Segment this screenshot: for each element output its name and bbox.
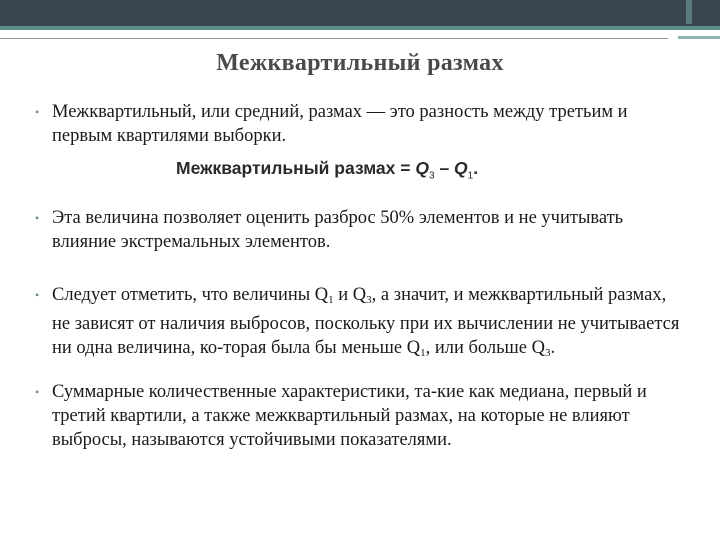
formula-q1-sub: 1	[467, 170, 474, 182]
bullet-text-part: .	[550, 338, 556, 358]
formula-minus: –	[439, 158, 450, 178]
accent-stripe	[0, 26, 720, 30]
top-bar-accent	[686, 0, 692, 24]
formula-q3-sub: 3	[429, 170, 435, 182]
bullet-text-part: Следует отметить, что величины Q	[52, 285, 329, 305]
subscript: 3	[366, 294, 372, 306]
formula-q3: Q	[415, 158, 429, 178]
formula	[176, 158, 556, 182]
formula-label: Межквартильный размах	[176, 158, 396, 178]
bullet-text-part: , или больше Q	[425, 338, 545, 358]
formula-q1: Q	[454, 158, 468, 178]
bullet-text-part: , а значит, и межквартильный размах, не зависят от наличия выбросов, поскольку при их вычислении не учитывается ни одна величина, ко-торая была бы меньше Q	[52, 285, 680, 358]
slide-title: Межквартильный размах	[216, 50, 504, 76]
subscript: 1	[420, 347, 426, 359]
bullet-robust	[35, 380, 682, 452]
bullet-definition	[35, 100, 682, 148]
top-bar	[0, 0, 720, 26]
divider-line	[0, 38, 668, 39]
formula-end: .	[473, 158, 479, 178]
subscript: 1	[328, 294, 334, 306]
bullet-marker: •	[35, 105, 40, 119]
bullet-text: Эта величина позволяет оценить разброс 50% элементов и не учитывать влияние экстремальных элементов.	[52, 208, 624, 252]
subscript: 3	[545, 347, 551, 359]
bullet-marker: •	[35, 385, 40, 399]
bullet-spread	[35, 206, 682, 254]
bullet-outliers	[35, 283, 682, 365]
bullet-marker: •	[35, 211, 40, 225]
bullet-text-part: и Q	[333, 285, 367, 305]
formula-equals: =	[400, 158, 411, 178]
divider-accent	[678, 36, 720, 39]
bullet-marker: •	[35, 288, 40, 302]
bullet-text: Суммарные количественные характеристики, та-кие как медиана, первый и третий квартили, а также межквартильный размах, на которые не влияют выбросы, называются устойчивыми показателями.	[52, 382, 647, 450]
bullet-text: Межквартильный, или средний, размах — это разность между третьим и первым квартилями выборки.	[52, 102, 628, 146]
